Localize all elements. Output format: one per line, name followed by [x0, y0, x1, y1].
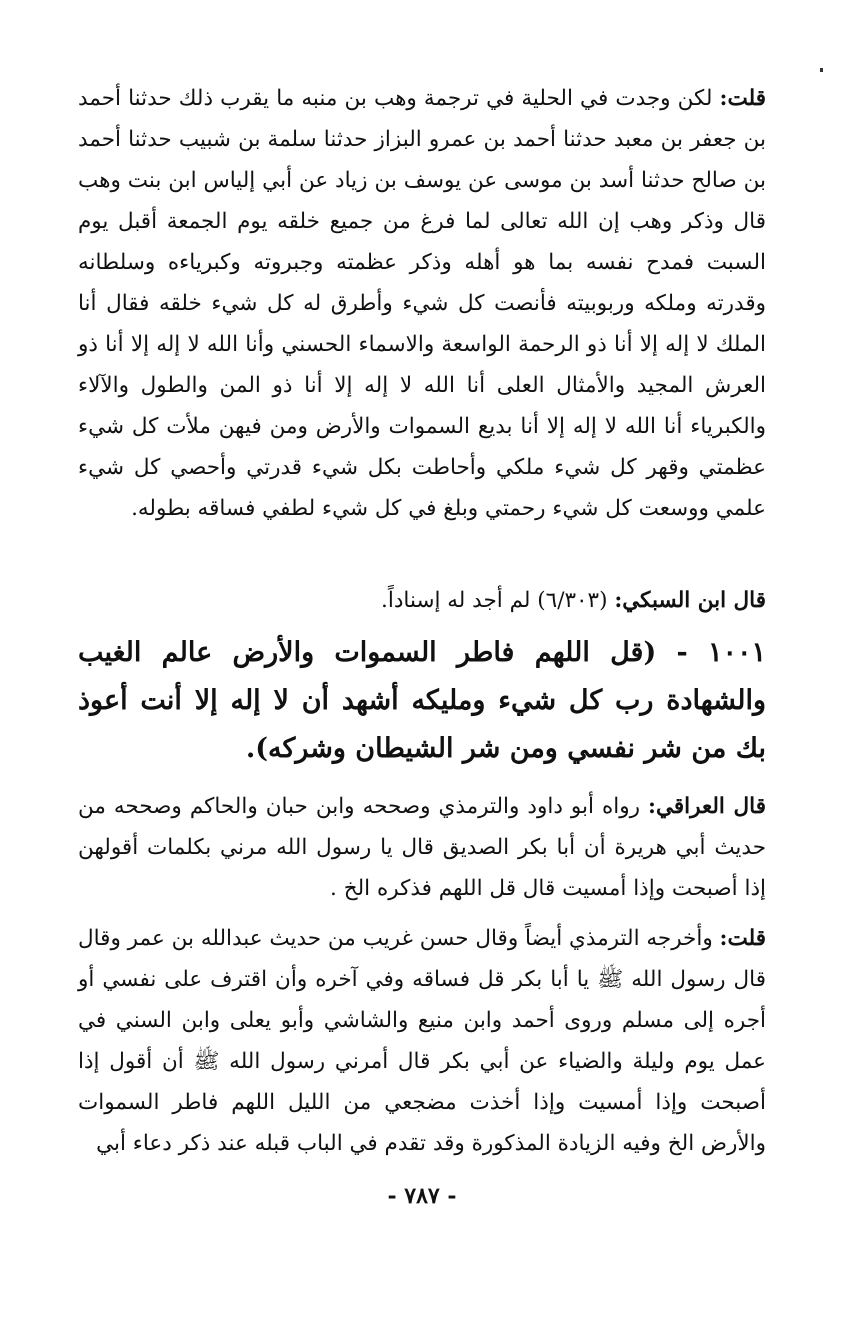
margin-mark	[820, 68, 823, 72]
paragraph-text: رواه أبو داود والترمذي وصححه وابن حبان والحاكم وصححه من حديث أبي هريرة أن أبا بكر الصديق قال يا رسول الله مرني بكلمات أقولهن إذا أصبحت وإذا أمسيت قال قل اللهم فذكره الخ .	[78, 794, 766, 901]
paragraph-label: قلت:	[719, 86, 766, 111]
paragraph-label: قلت:	[719, 926, 766, 951]
paragraph-text: وأخرجه الترمذي أيضاً وقال حسن غريب من حديث عبدالله بن عمر وقال قال رسول الله ﷺ يا أبا بكر قل فساقه وفي آخره وأن اقترف على نفسي أو أجره إلى مسلم وروى أحمد وابن منيع والشاشي وأبو يعلى وابن السني في عمل يوم وليلة والضياء عن أبي بكر قال أمرني رسول الله ﷺ أن أقول إذا أصبحت وإذا أمسيت وإذا أخذت مضجعي من الليل اللهم فاطر السموات والأرض الخ وفيه الزيادة المذكورة وقد تقدم في الباب قبله عند ذكر دعاء أبي	[78, 926, 766, 1156]
paragraph-qultu-tirmidhi	[78, 918, 766, 1164]
book-page	[78, 78, 766, 1308]
paragraph-text: (٦/٣٠٣) لم أجد له إسناداً.	[381, 588, 615, 613]
paragraph-label: قال ابن السبكي:	[614, 588, 766, 613]
paragraph-ibn-subki	[78, 580, 766, 621]
paragraph-iraqi	[78, 786, 766, 909]
paragraph-label: قال العراقي:	[648, 794, 766, 819]
paragraph-qultu-hilya	[78, 78, 766, 529]
page-number: - ٧٨٧ -	[387, 1183, 457, 1209]
hadith-heading: ١٠٠١ - (قل اللهم فاطر السموات والأرض عالم الغيب والشهادة رب كل شيء ومليكه أشهد أن لا إله إلا أنت أعوذ بك من شر نفسي ومن شر الشيطان وشركه).	[78, 637, 766, 764]
paragraph-text: لكن وجدت في الحلية في ترجمة وهب بن منبه ما يقرب ذلك حدثنا أحمد بن جعفر بن معبد حدثنا أحمد بن عمرو البزاز حدثنا سلمة بن شبيب حدثنا أحمد بن صالح حدثنا أسد بن موسى عن يوسف بن زياد عن أبي إلياس ابن بنت وهب قال وذكر وهب إن الله تعالى لما فرغ من جميع خلقه يوم الجمعة أقبل يوم السبت فمدح نفسه بما هو أهله وذكر عظمته وجبروته وكبرياءه وسلطانه وقدرته وملكه وربوبيته فأنصت كل شيء وأطرق له كل شيء خلقه فقال أنا الملك لا إله إلا أنا ذو الرحمة الواسعة والاسماء الحسني وأنا الله لا إله إلا أنا ذو العرش المجيد والأمثال العلى أنا الله لا إله إلا أنا ذو المن والطول والآلاء والكبرياء أنا الله لا إله إلا أنا بديع السموات والأرض ومن فيهن ملأت كل شيء عظمتي وقهر كل شيء ملكي وأحاطت بكل شيء قدرتي وأحصي كل شيء علمي ووسعت كل شيء رحمتي وبلغ في كل شيء لطفي فساقه بطوله.	[78, 86, 766, 521]
